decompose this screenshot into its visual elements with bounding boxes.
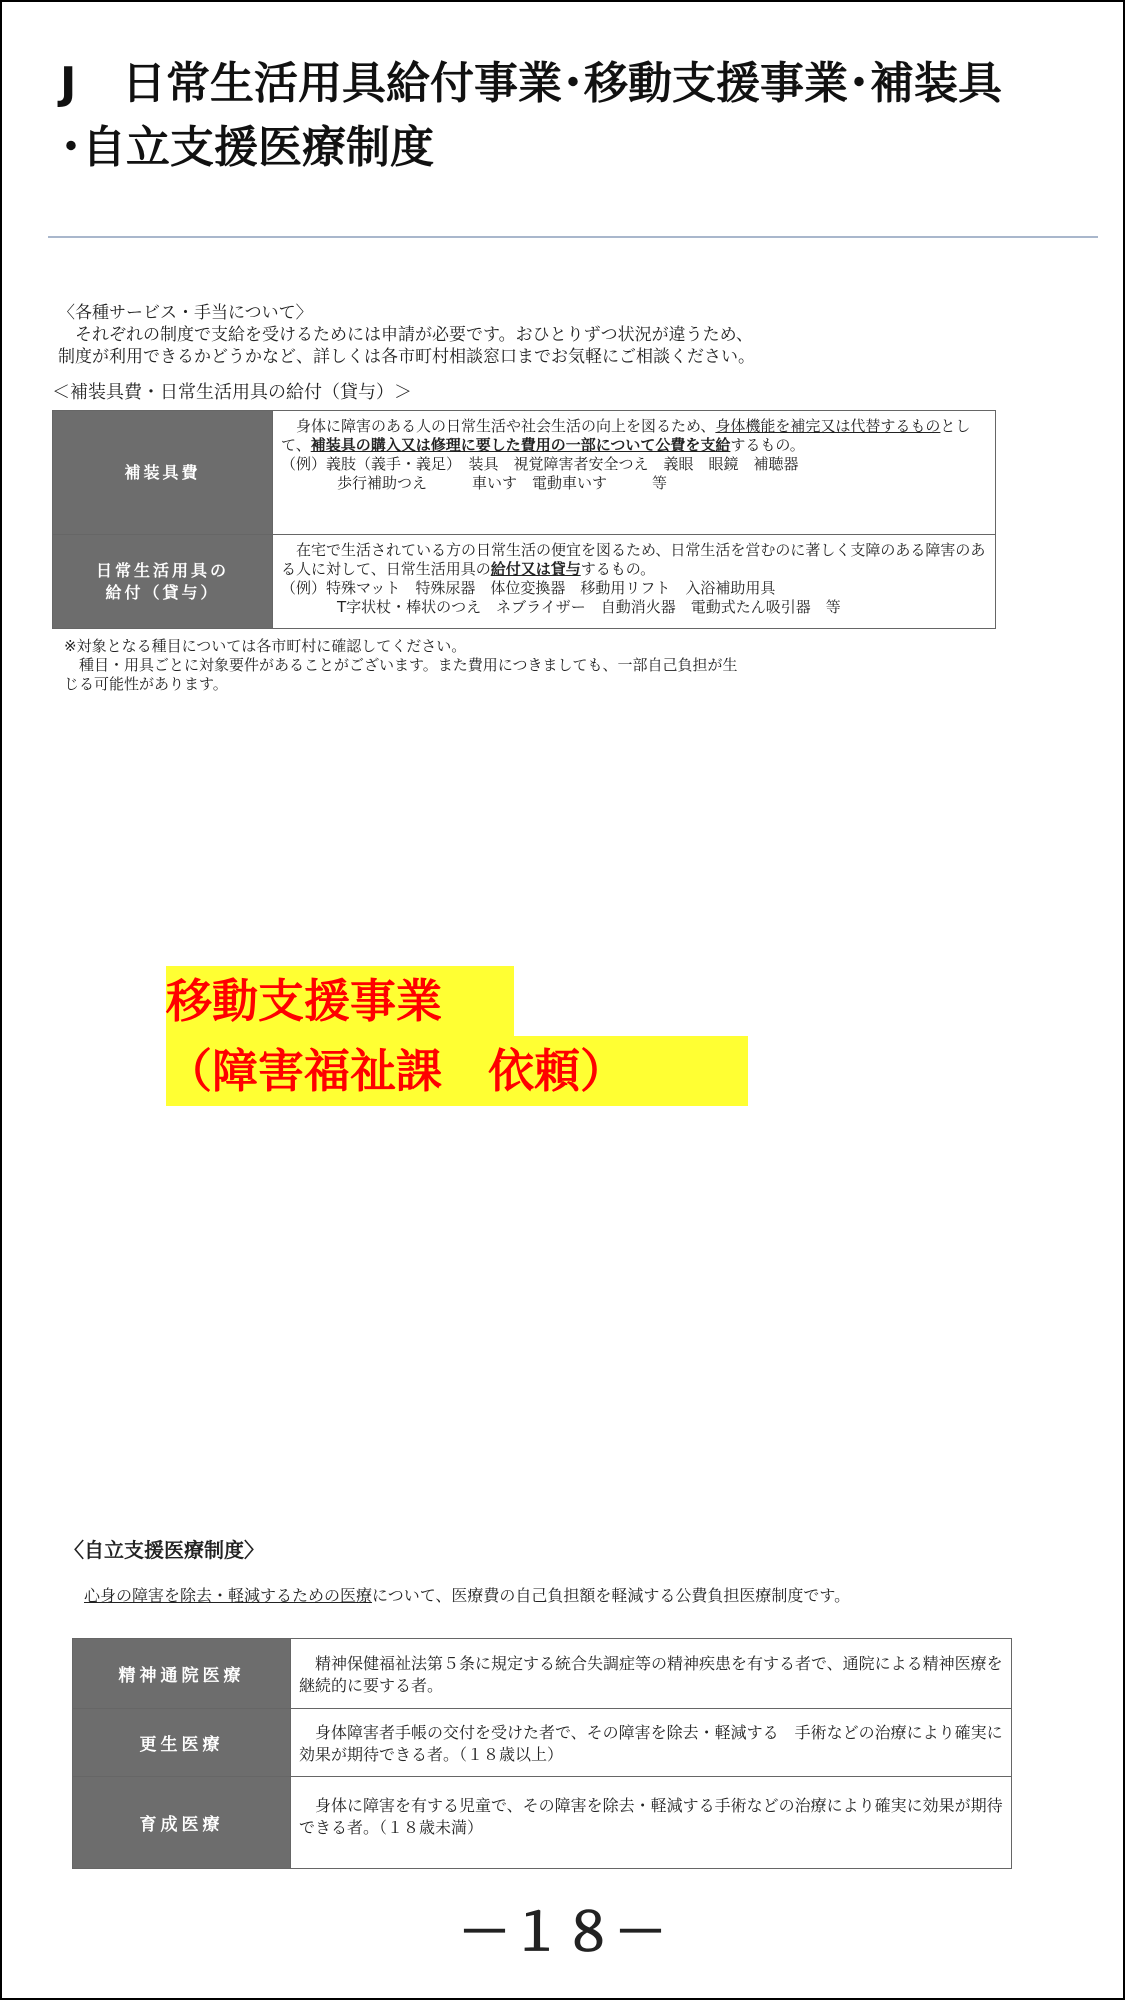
- row-label-line1: 日常生活用具の: [95, 560, 229, 580]
- row-content-hosougu: [273, 411, 996, 535]
- row-content-rehabilitation: 身体障害者手帳の交付を受けた者で、その障害を除去・軽減する 手術などの治療により確実に効果が期待できる者。（１８歳以上）: [291, 1709, 1012, 1777]
- equipment-table: [52, 410, 996, 629]
- section1-notes: [64, 637, 738, 694]
- page-number: －１８－: [458, 1903, 667, 1963]
- title-line2: ･自立支援医療制度: [60, 122, 434, 173]
- row-text: 在宅で生活されている方の日常生活の便宜を図るため、日常生活を営むのに著しく支障のある障害のある人に対して、日常生活用具の: [281, 541, 986, 578]
- example-line1: （例）特殊マット 特殊尿器 体位変換器 移動用リフト 入浴補助用具: [281, 579, 776, 597]
- example-line2: T字状杖・棒状のつえ ネブライザー 自動消火器 電動式たん吸引器 等: [337, 598, 841, 616]
- section1-heading: ＜補装具費・日常生活用具の給付（貸与）＞: [52, 382, 412, 403]
- note-line1: ※対象となる種目については各市町村に確認してください。: [64, 637, 467, 655]
- row-content-daily-tools: [273, 535, 996, 629]
- note-line3: じる可能性があります。: [64, 675, 228, 693]
- row-content-child-medical: 身体に障害を有する児童で、その障害を除去・軽減する手術などの治療により確実に効果が期待できる者。（１８歳未満）: [291, 1777, 1012, 1869]
- row-text-bold: 給付又は貸与: [490, 560, 581, 578]
- example-line1: （例）義肢（義手・義足） 装具 視覚障害者安全つえ 義眼 眼鏡 補聴器: [281, 455, 799, 473]
- title-line1: 日常生活用具給付事業･移動支援事業･補装具: [122, 58, 1002, 109]
- intro-heading: 〈各種サービス・手当について〉: [58, 303, 313, 323]
- row-text: するもの。: [580, 560, 656, 578]
- row-label-line2: 給付（貸与）: [105, 582, 220, 602]
- table-row: [73, 1639, 1012, 1709]
- section2-heading: 〈自立支援医療制度〉: [64, 1538, 264, 1562]
- row-label-hosougu: 補装具費: [53, 411, 273, 535]
- page-title: [60, 52, 1002, 180]
- description-text: について、医療費の自己負担額を軽減する公費負担医療制度です。: [372, 1586, 851, 1605]
- row-content-psychiatric: 精神保健福祉法第５条に規定する統合失調症等の精神疾患を有する者で、通院による精神医療を継続的に要する者。: [291, 1639, 1012, 1709]
- intro-line2: 制度が利用できるかどうかなど、詳しくは各市町村相談窓口までお気軽にご相談ください。: [58, 347, 755, 367]
- title-letter: J: [60, 58, 77, 109]
- mobility-support-highlight: [166, 966, 748, 1106]
- intro-block: [58, 302, 1058, 368]
- table-row: [53, 535, 996, 629]
- table-row: [73, 1777, 1012, 1869]
- row-text: するもの。: [730, 436, 805, 454]
- note-line2: 種目・用具ごとに対象要件があることがございます。また費用につきましても、一部自己負担が生: [64, 656, 738, 674]
- table-row: [73, 1709, 1012, 1777]
- description-underlined: 心身の障害を除去・軽減するための医療: [84, 1586, 373, 1605]
- table-row: [53, 411, 996, 535]
- medical-table: [72, 1638, 1012, 1869]
- row-label-psychiatric: 精神通院医療: [73, 1639, 291, 1709]
- row-label-rehabilitation: 更生医療: [73, 1709, 291, 1777]
- highlight-line2: （障害福祉課 依頼）: [166, 1036, 748, 1106]
- row-text-underlined: 身体機能を補完又は代替するもの: [715, 417, 941, 435]
- highlight-line1: 移動支援事業: [166, 966, 514, 1036]
- title-divider: [48, 236, 1098, 238]
- intro-line1: それぞれの制度で支給を受けるためには申請が必要です。おひとりずつ状況が違うため、: [58, 325, 753, 345]
- row-text-bold: 補装具の購入又は修理に要した費用の一部について公費を支給: [310, 436, 731, 454]
- section2-description: [84, 1583, 850, 1606]
- row-text: 身体に障害のある人の日常生活や社会生活の向上を図るため、: [281, 417, 716, 435]
- row-label-child-medical: 育成医療: [73, 1777, 291, 1869]
- row-text: として、: [281, 417, 971, 454]
- example-line2: 歩行補助つえ 車いす 電動車いす 等: [337, 474, 668, 492]
- row-label-daily-tools: [53, 535, 273, 629]
